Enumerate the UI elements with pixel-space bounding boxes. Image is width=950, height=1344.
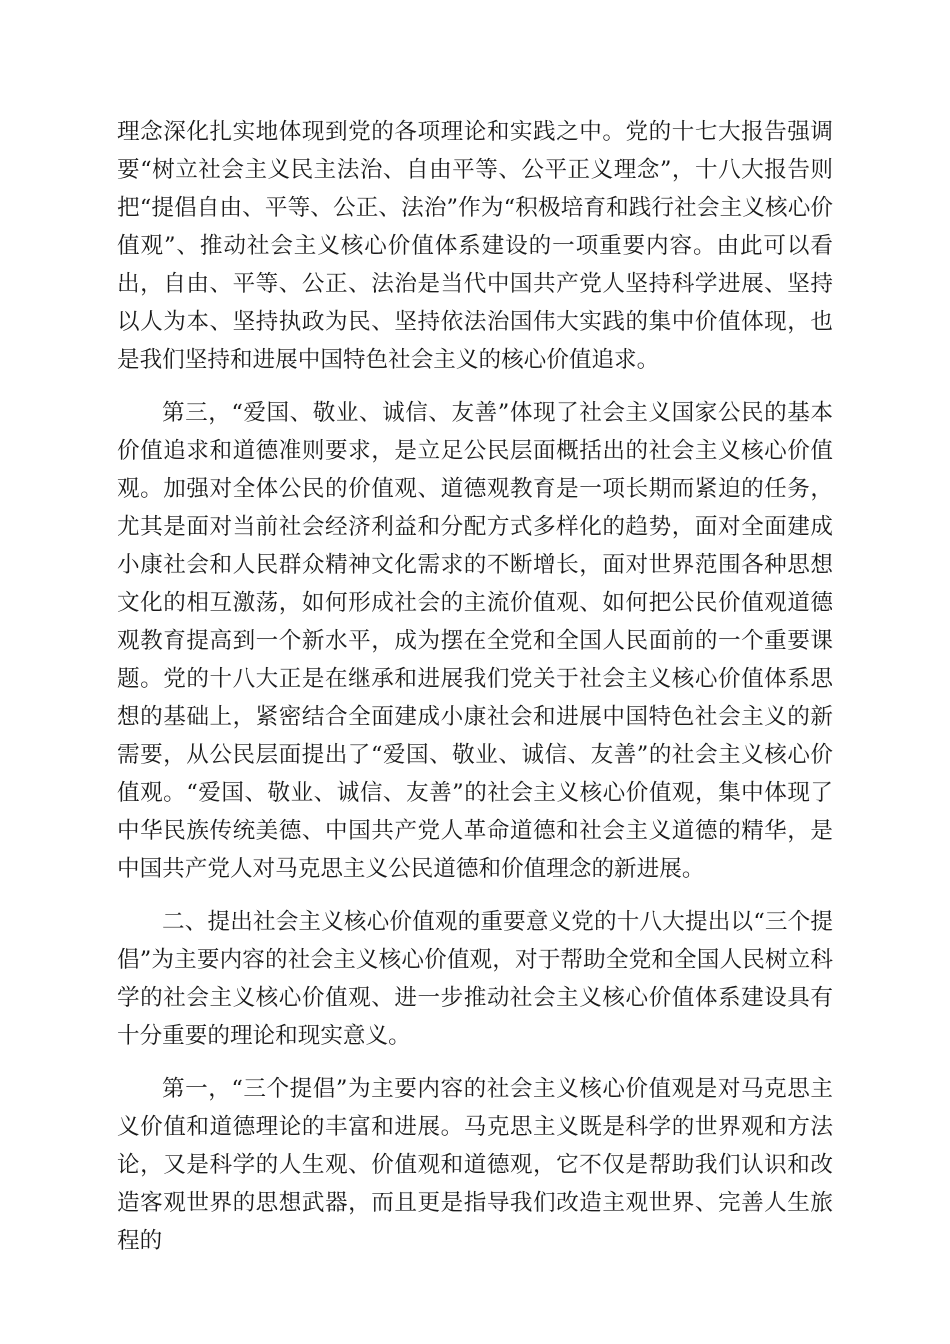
paragraph-continuation: 理念深化扎实地体现到党的各项理论和实践之中。党的十七大报告强调要“树立社会主义民主法治、自由平等、公平正义理念”，十八大报告则把“提倡自由、平等、公正、法治”作为“积极培育和践行社会主义核心价值观”、推动社会主义核心价值体系建设的一项重要内容。由此可以看出，自由、平等、公正、法治是当代中国共产党人坚持科学进展、坚持以人为本、坚持执政为民、坚持依法治国伟大实践的集中价值体现，也是我们坚持和进展中国特色社会主义的核心价值追求。 [117,119,833,373]
paragraph-first-point: 第一，“三个提倡”为主要内容的社会主义核心价值观是对马克思主义价值和道德理论的丰富和进展。马克思主义既是科学的世界观和方法论，又是科学的人生观、价值观和道德观，它不仅是帮助我们认识和改造客观世界的思想武器，而且更是指导我们改造主观世界、完善人生旅程的 [117,1076,833,1254]
document-body [117,113,833,1275]
paragraph-section-two: 二、提出社会主义核心价值观的重要意义党的十八大提出以“三个提倡”为主要内容的社会主义核心价值观，对于帮助全党和全国人民树立科学的社会主义核心价值观、进一步推动社会主义核心价值体系建设具有十分重要的理论和现实意义。 [117,909,833,1049]
paragraph-third-point: 第三，“爱国、敬业、诚信、友善”体现了社会主义国家公民的基本价值追求和道德准则要求，是立足公民层面概括出的社会主义核心价值观。加强对全体公民的价值观、道德观教育是一项长期而紧迫的任务，尤其是面对当前社会经济利益和分配方式多样化的趋势，面对全面建成小康社会和人民群众精神文化需求的不断增长，面对世界范围各种思想文化的相互激荡，如何形成社会的主流价值观、如何把公民价值观道德观教育提高到一个新水平，成为摆在全党和全国人民面前的一个重要课题。党的十八大正是在继承和进展我们党关于社会主义核心价值体系思想的基础上，紧密结合全面建成小康社会和进展中国特色社会主义的新需要，从公民层面提出了“爱国、敬业、诚信、友善”的社会主义核心价值观。“爱国、敬业、诚信、友善”的社会主义核心价值观，集中体现了中华民族传统美德、中国共产党人革命道德和社会主义道德的精华，是中国共产党人对马克思主义公民道德和价值理念的新进展。 [117,400,833,882]
